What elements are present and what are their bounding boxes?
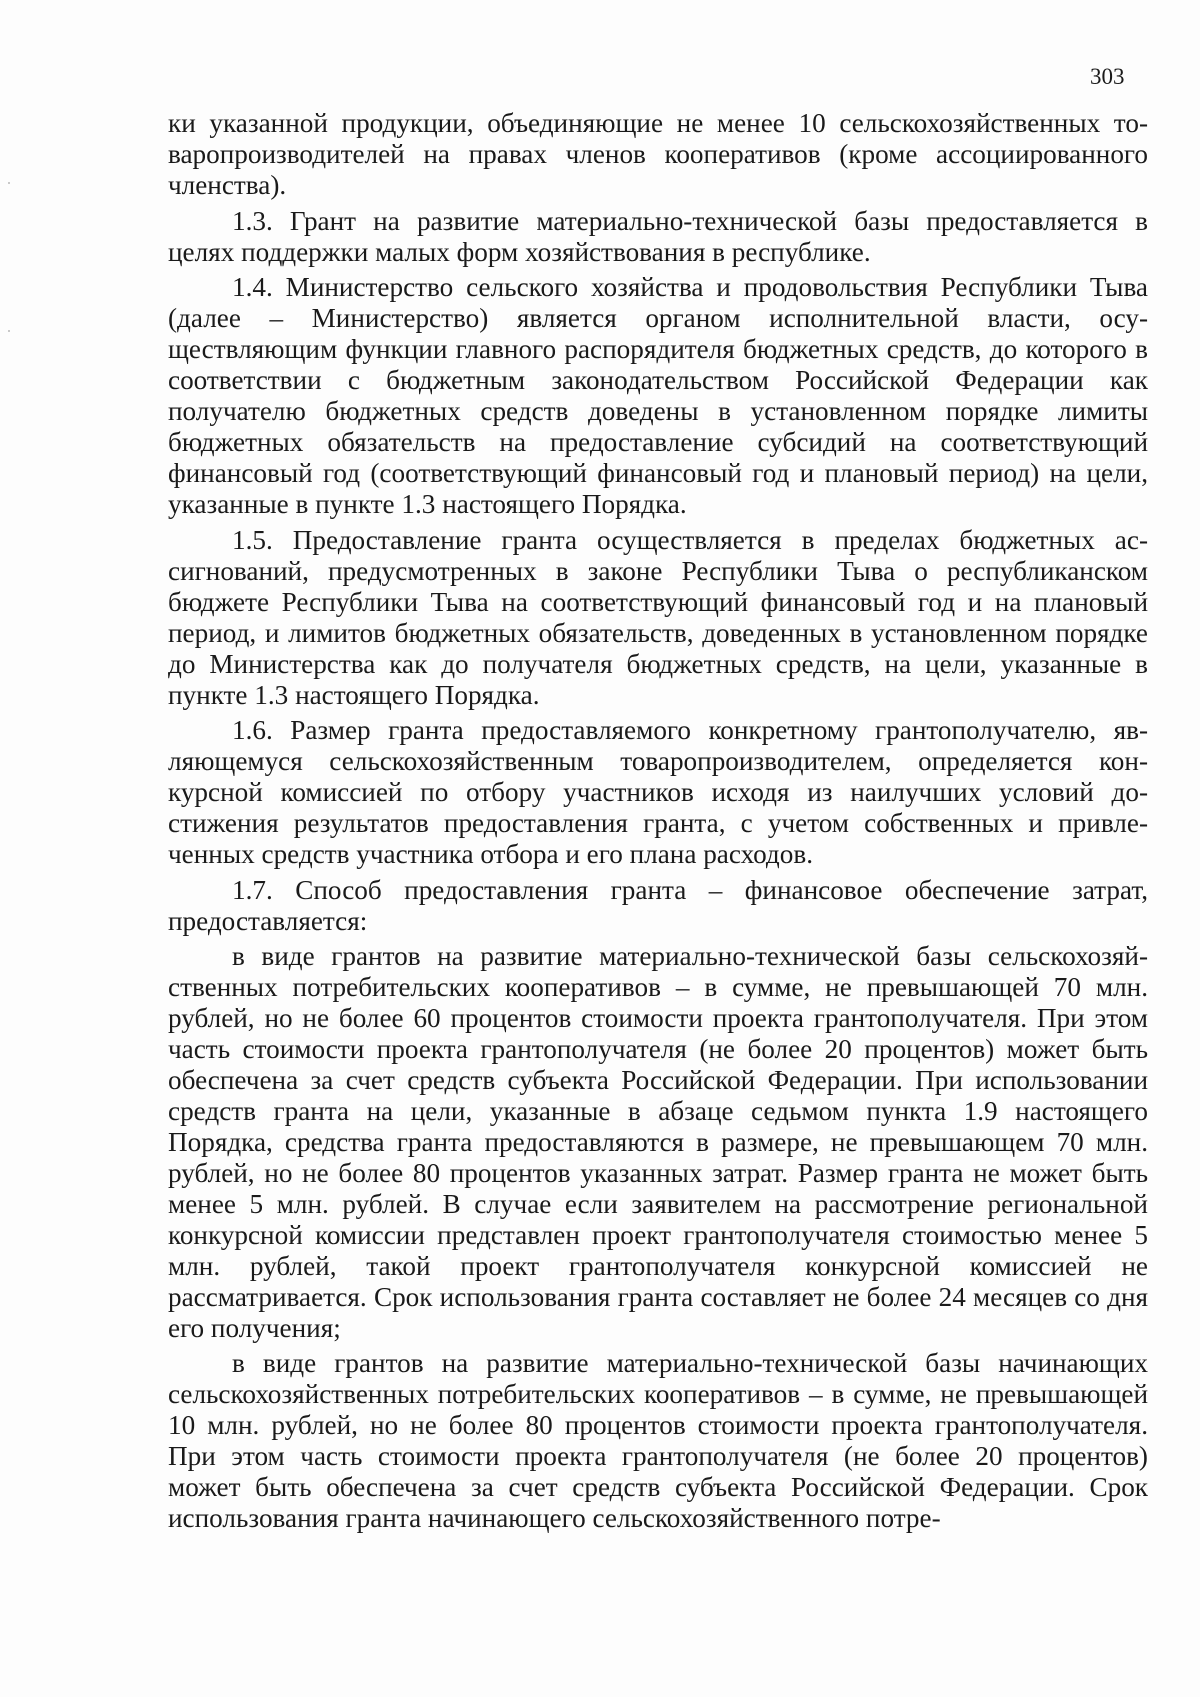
- scan-artifact: [8, 182, 10, 184]
- paragraph-1-3: 1.3. Грант на развитие материально-технической базы предоставляется в целях поддержки малых форм хозяйствования в республике.: [168, 205, 1148, 267]
- paragraph-grant-new-cooperatives: в виде грантов на развитие материально-технической базы начинающих сельскохозяйственных потребительских кооперативов – в сумме, не превышающей 10 млн. рублей, но не более 80 процентов стоимости проекта грантополучателя. При этом часть стоимости проекта грантополучателя (не более 20 процентов) может быть обеспечена за счет средств субъекта Российской Федерации. Срок использования гранта начинающего сельскохозяйственного потре-: [168, 1348, 1148, 1533]
- paragraph-1-5: 1.5. Предоставление гранта осуществляется в пределах бюджетных ассигнований, предусмотренных в законе Республики Тыва о республиканском бюджете Республики Тыва на соответствующий финансовый год и на плановый период, и лимитов бюджетных обязательств, доведенных в установленном порядке до Министерства как до получателя бюджетных средств, на цели, указанные в пункте 1.3 настоящего Порядка.: [168, 524, 1148, 710]
- paragraph-1-7: 1.7. Способ предоставления гранта – финансовое обеспечение затрат, предоставляется:: [168, 874, 1148, 936]
- paragraph-grant-cooperatives: в виде грантов на развитие материально-технической базы сельскохозяйственных потребительских кооперативов – в сумме, не превышающей 70 млн. рублей, но не более 60 процентов стоимости проекта грантополучателя. При этом часть стоимости проекта грантополучателя (не более 20 процентов) может быть обеспечена за счет средств субъекта Российской Федерации. При использовании средств гранта на цели, указанные в абзаце седьмом пункта 1.9 настоящего Порядка, средства гранта предоставляются в размере, не превышающем 70 млн. рублей, но не более 80 процентов указанных затрат. Размер гранта не может быть менее 5 млн. рублей. В случае если заявителем на рассмотрение региональной конкурсной комиссии представлен проект грантополучателя стоимостью менее 5 млн. рублей, такой проект грантополучателя конкурсной комиссией не рассматривается. Срок использования гранта составляет не более 24 месяцев со дня его получения;: [168, 940, 1148, 1343]
- scan-artifact: [8, 330, 10, 332]
- paragraph-1-4: 1.4. Министерство сельского хозяйства и продовольствия Республики Тыва (далее – Министерство) является органом исполнительной власти, осуществляющим функции главного распорядителя бюджетных средств, до которого в соответствии с бюджетным законодательством Российской Федерации как получателю бюджетных средств доведены в установленном порядке лимиты бюджетных обязательств на предоставление субсидий на соответствующий финансовый год (соответствующий финансовый год и плановый период) на цели, указанные в пункте 1.3 настоящего Порядка.: [168, 272, 1148, 519]
- document-body: [168, 108, 1148, 1539]
- paragraph-1-6: 1.6. Размер гранта предоставляемого конкретному грантополучателю, являющемуся сельскохозяйственным товаропроизводителем, определяется конкурсной комиссией по отбору участников исходя из наилучших условий достижения результатов предоставления гранта, с учетом собственных и привлеченных средств участника отбора и его плана расходов.: [168, 715, 1148, 869]
- page-number: 303: [1090, 64, 1125, 89]
- paragraph-continuation: ки указанной продукции, объединяющие не менее 10 сельскохозяйственных товаропроизводителей на правах членов кооперативов (кроме ассоциированного членства).: [168, 108, 1148, 200]
